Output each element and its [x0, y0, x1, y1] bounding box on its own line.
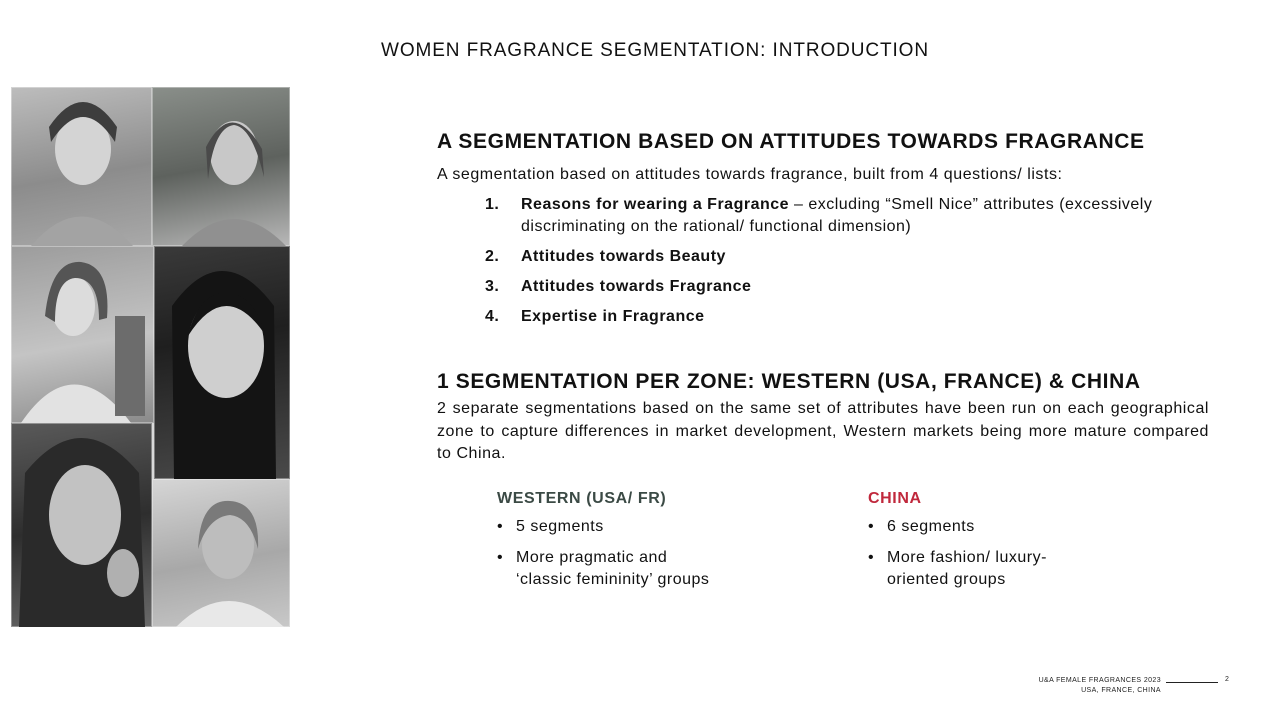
list-item — [437, 306, 1209, 328]
zone-title-china: CHINA — [868, 489, 922, 507]
section-zones — [437, 370, 1209, 610]
footer-divider — [1166, 682, 1218, 683]
list-number: 4. — [485, 308, 500, 325]
question-list — [437, 194, 1209, 328]
portrait-photo-6 — [152, 479, 290, 627]
western-bullets — [497, 516, 709, 591]
footer-line-1: U&A FEMALE FRAGRANCES 2023 — [1038, 677, 1161, 684]
list-item-bold: Reasons for wearing a Fragrance — [521, 196, 790, 213]
list-number: 3. — [485, 278, 500, 295]
zone-title-western: WESTERN (USA/ FR) — [497, 489, 667, 507]
bullet-text-line: oriented groups — [887, 570, 1006, 588]
section-heading-attitudes: A SEGMENTATION BASED ON ATTITUDES TOWARDS FRAGRANCE — [437, 130, 1145, 153]
section-attitudes — [437, 130, 1209, 328]
footer-line-2: USA, FRANCE, CHINA — [1081, 686, 1161, 694]
list-number: 2. — [485, 248, 500, 265]
list-item — [868, 547, 1047, 591]
photo-collage — [11, 87, 290, 627]
list-item-bold: Attitudes towards Beauty — [521, 248, 726, 265]
portrait-photo-5 — [11, 423, 152, 627]
page-number: 2 — [1225, 676, 1229, 683]
section-body: 2 separate segmentations based on the same set of attributes have been run on each geographical zone to capture differences in market development, Western markets being more mature compared to China. — [437, 400, 1209, 462]
zone-columns — [437, 490, 1209, 610]
portrait-photo-4 — [154, 246, 290, 479]
bullet-text-line: • More fashion/ luxury- — [887, 548, 1047, 566]
list-item-bold: Attitudes towards Fragrance — [521, 278, 752, 295]
bullet-text: • 5 segments — [516, 517, 604, 535]
list-item — [437, 194, 1209, 238]
list-item — [868, 516, 1047, 538]
slide-title: WOMEN FRAGRANCE SEGMENTATION: INTRODUCTION — [381, 40, 929, 61]
portrait-photo-2 — [152, 87, 290, 246]
list-item — [437, 246, 1209, 268]
bullet-text-line: • More pragmatic and — [516, 548, 668, 566]
main-content — [437, 130, 1209, 610]
list-item — [497, 547, 709, 591]
list-item — [437, 276, 1209, 298]
portrait-photo-1 — [11, 87, 152, 246]
list-item — [497, 516, 709, 538]
list-text — [521, 194, 1209, 238]
list-number: 1. — [485, 196, 500, 213]
list-item-bold: Expertise in Fragrance — [521, 308, 705, 325]
portrait-photo-3 — [11, 246, 154, 423]
china-bullets — [868, 516, 1047, 591]
zone-china — [868, 490, 1047, 600]
footer-caption — [1039, 676, 1161, 695]
list-item-rest: – excluding “Smell Nice” attributes (excessively discriminating on the rational/ functional dimension) — [521, 196, 1153, 235]
section-heading-zones: 1 SEGMENTATION PER ZONE: WESTERN (USA, FRANCE) & CHINA — [437, 370, 1141, 393]
bullet-text: • 6 segments — [887, 517, 975, 535]
section-lead: A segmentation based on attitudes towards fragrance, built from 4 questions/ lists: — [437, 166, 1063, 183]
bullet-text-line: ‘classic femininity’ groups — [516, 570, 710, 588]
zone-western — [497, 490, 709, 600]
